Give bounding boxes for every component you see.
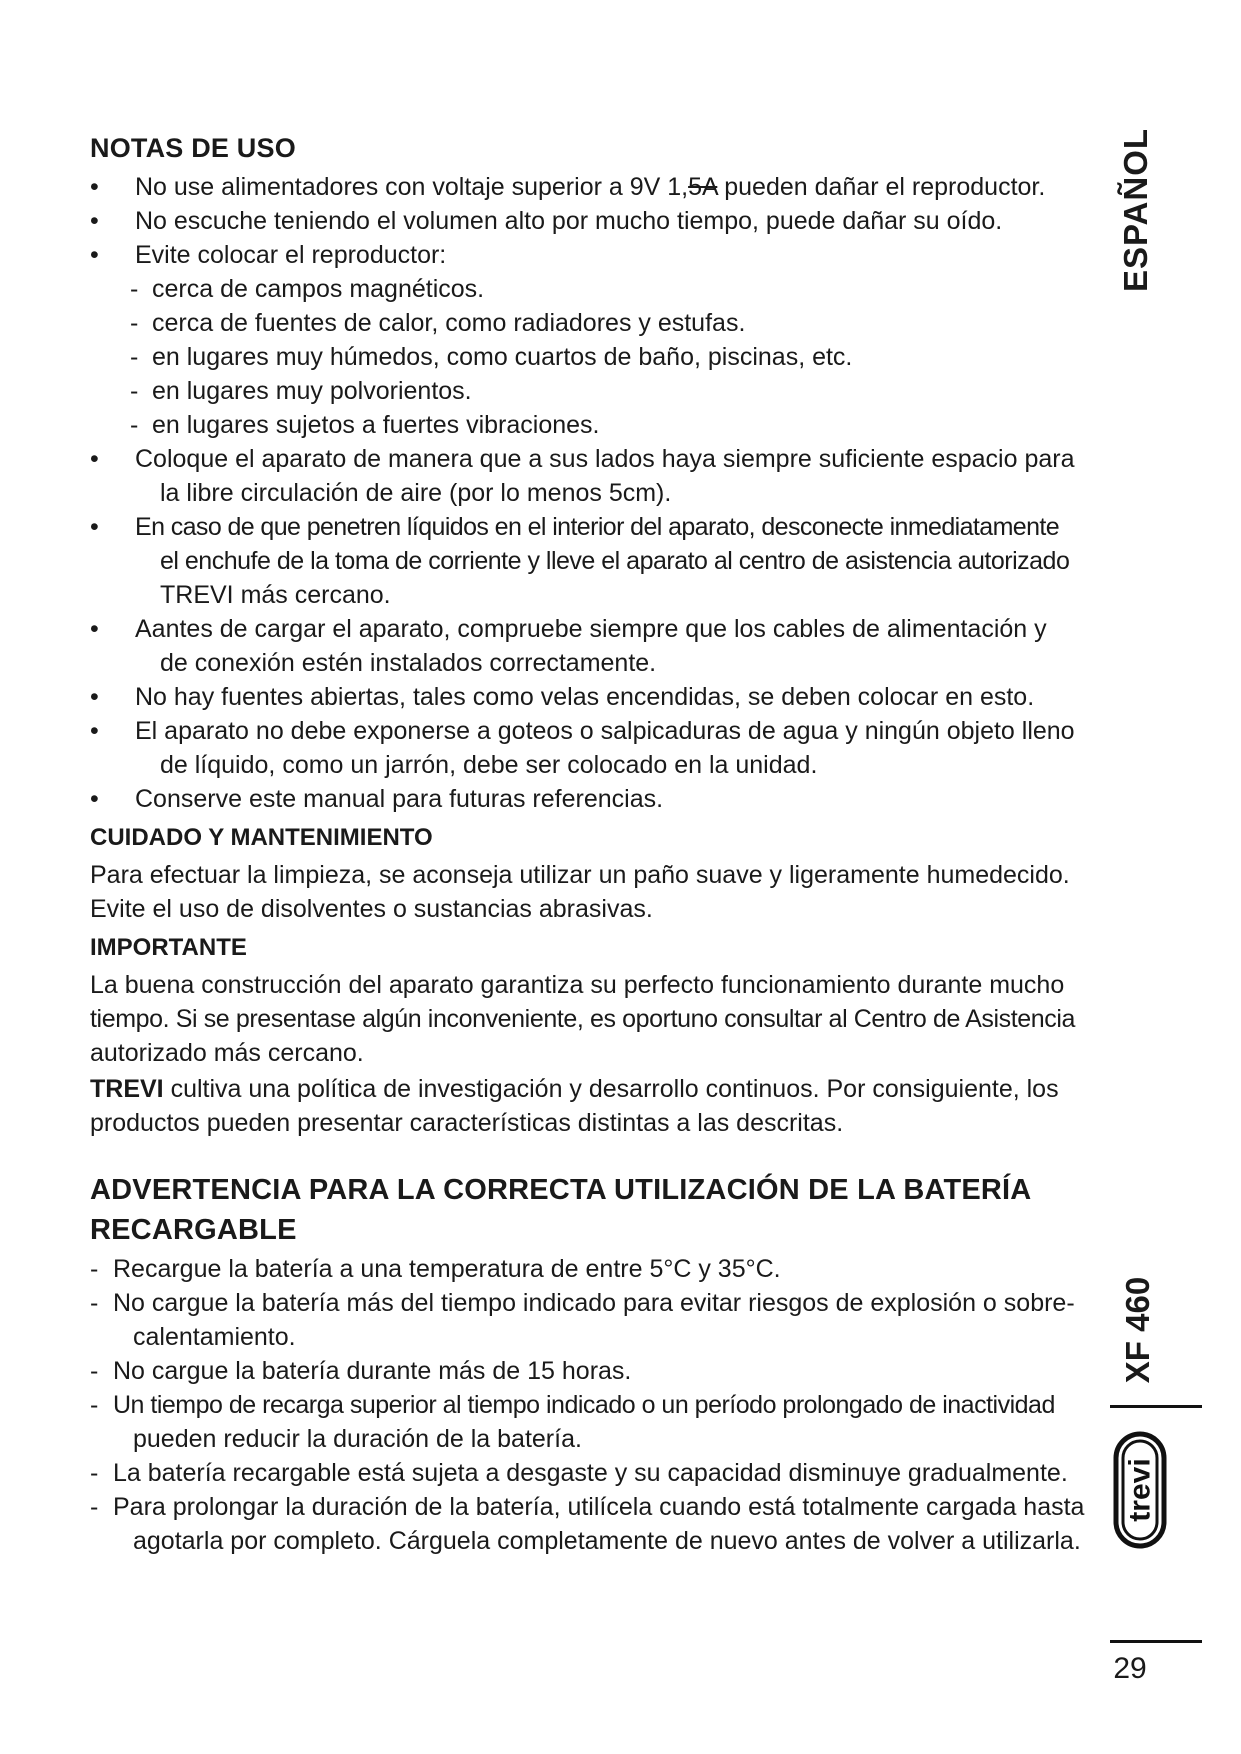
bullet-text: Evite colocar el reproductor:	[135, 241, 447, 269]
list-item: - La batería recargable está sujeta a desgaste y su capacidad disminuye gradualmente.	[90, 1459, 1068, 1487]
bullet-text: En caso de que penetren líquidos en el interior del aparato, desconecte inmediatamente	[135, 513, 1060, 541]
list-item: - Para prolongar la duración de la batería, utilícela cuando está totalmente cargada hasta agotarla por completo. Cárguela completamente de nuevo antes de volver a utilizarla.	[90, 1490, 1115, 1558]
bullet-text: Coloque el aparato de manera que a sus lados haya siempre suficiente espacio para	[135, 445, 1075, 473]
item-text: No cargue la batería más del tiempo indicado para evitar riesgos de explosión o sobre-	[113, 1289, 1075, 1317]
paragraph-line: Evite el uso de disolventes o sustancias abrasivas.	[90, 895, 653, 923]
notas-sublist	[90, 272, 1115, 442]
divider	[1110, 1640, 1202, 1643]
page-content	[90, 130, 1120, 1558]
model-label: XF 460	[1119, 1276, 1156, 1384]
paragraph-line: La buena construcción del aparato garantiza su perfecto funcionamiento durante mucho	[90, 971, 1065, 999]
paragraph-line: Para efectuar la limpieza, se aconseja utilizar un paño suave y ligeramente humedecido.	[90, 861, 1070, 889]
list-item: • Aantes de cargar el aparato, compruebe siempre que los cables de alimentación y de conexión estén instalados correctamente.	[90, 612, 1115, 680]
bullet-text: No use alimentadores con voltaje superior a 9V 1,	[135, 173, 689, 201]
title-line: ADVERTENCIA PARA LA CORRECTA UTILIZACIÓN DE LA BATERÍA	[90, 1174, 1032, 1206]
cuidado-title: CUIDADO Y MANTENIMIENTO	[90, 824, 433, 851]
model-tab	[1108, 1255, 1168, 1405]
list-item: - en lugares sujetos a fuertes vibraciones.	[130, 411, 600, 439]
language-tab	[1106, 127, 1166, 293]
paragraph-line: cultiva una política de investigación y desarrollo continuos. Por consiguiente, los	[163, 1075, 1059, 1103]
list-item: - cerca de campos magnéticos.	[130, 275, 485, 303]
bullet-text: el enchufe de la toma de corriente y lleve el aparato al centro de asistencia autorizado	[160, 547, 1070, 575]
item-text: agotarla por completo. Cárguela completamente de nuevo antes de volver a utilizarla.	[133, 1527, 1081, 1555]
list-item: - Un tiempo de recarga superior al tiempo indicado o un período prolongado de inactividad pueden reducir la duración de la batería.	[90, 1388, 1115, 1456]
item-text: Para prolongar la duración de la batería, utilícela cuando está totalmente cargada hasta	[113, 1493, 1085, 1521]
page-number: 29	[1113, 1652, 1147, 1685]
list-item: - Recargue la batería a una temperatura de entre 5°C y 35°C.	[90, 1255, 781, 1283]
notas-list	[90, 170, 1115, 272]
sub-text: cerca de campos magnéticos.	[152, 275, 485, 303]
struck-text: 5A	[688, 173, 718, 201]
item-text: No cargue la batería durante más de 15 horas.	[113, 1357, 632, 1385]
bateria-list	[90, 1252, 1115, 1558]
bullet-text: No hay fuentes abiertas, tales como velas encendidas, se deben colocar en esto.	[135, 683, 1035, 711]
list-item: • Evite colocar el reproductor:	[90, 241, 447, 269]
item-text: calentamiento.	[133, 1323, 296, 1351]
cuidado-text	[90, 858, 1115, 926]
sub-text: cerca de fuentes de calor, como radiadores y estufas.	[152, 309, 746, 337]
paragraph-line: tiempo. Si se presentase algún inconveniente, es oportuno consultar al Centro de Asistencia	[90, 1005, 1076, 1033]
paragraph-line: productos pueden presentar características distintas a las descritas.	[90, 1109, 844, 1137]
bullet-text: TREVI más cercano.	[160, 581, 391, 609]
list-item: • En caso de que penetren líquidos en el interior del aparato, desconecte inmediatamente el enchufe de la toma de corriente y lleve el aparato al centro de asistencia autorizado TREVI más cercano.	[90, 510, 1115, 612]
sub-text: en lugares muy polvorientos.	[152, 377, 472, 405]
trevi-logo	[1110, 1430, 1170, 1550]
language-label: ESPAÑOL	[1117, 127, 1154, 293]
importante-title: IMPORTANTE	[90, 934, 247, 961]
bullet-text: de conexión estén instalados correctamente.	[160, 649, 657, 677]
list-item: - cerca de fuentes de calor, como radiadores y estufas.	[130, 309, 746, 337]
list-item: • Conserve este manual para futuras referencias.	[90, 785, 664, 813]
list-item: • No hay fuentes abiertas, tales como velas encendidas, se deben colocar en esto.	[90, 683, 1035, 711]
list-item: • El aparato no debe exponerse a goteos o salpicaduras de agua y ningún objeto lleno de líquido, como un jarrón, debe ser colocado en la unidad.	[90, 714, 1115, 782]
bullet-text: El aparato no debe exponerse a goteos o salpicaduras de agua y ningún objeto lleno	[135, 717, 1075, 745]
item-text: pueden reducir la duración de la batería.	[133, 1425, 582, 1453]
notas-list-2	[90, 442, 1115, 816]
item-text: La batería recargable está sujeta a desgaste y su capacidad disminuye gradualmente.	[113, 1459, 1068, 1487]
bullet-text: la libre circulación de aire (por lo menos 5cm).	[160, 479, 672, 507]
bullet-text: Conserve este manual para futuras referencias.	[135, 785, 664, 813]
list-item: - en lugares muy húmedos, como cuartos de baño, piscinas, etc.	[130, 343, 853, 371]
divider	[1110, 1405, 1202, 1408]
bateria-title	[90, 1170, 1115, 1250]
logo-text: trevi	[1123, 1458, 1157, 1522]
list-item: - No cargue la batería más del tiempo indicado para evitar riesgos de explosión o sobre- calentamiento.	[90, 1286, 1115, 1354]
title-line: RECARGABLE	[90, 1214, 297, 1246]
importante-text	[90, 968, 1115, 1070]
bullet-text: de líquido, como un jarrón, debe ser colocado en la unidad.	[160, 751, 818, 779]
bullet-text: No escuche teniendo el volumen alto por mucho tiempo, puede dañar su oído.	[135, 207, 1003, 235]
paragraph-line: autorizado más cercano.	[90, 1039, 364, 1067]
list-item: - No cargue la batería durante más de 15 horas.	[90, 1357, 632, 1385]
item-text: Recargue la batería a una temperatura de entre 5°C y 35°C.	[113, 1255, 781, 1283]
bullet-text: pueden dañar el reproductor.	[717, 173, 1046, 201]
list-item: - en lugares muy polvorientos.	[130, 377, 472, 405]
bullet-text: Aantes de cargar el aparato, compruebe siempre que los cables de alimentación y	[135, 615, 1047, 643]
list-item: • No use alimentadores con voltaje superior a 9V 1,5A pueden dañar el reproductor.	[90, 173, 1046, 201]
item-text: Un tiempo de recarga superior al tiempo indicado o un período prolongado de inactividad	[113, 1391, 1055, 1419]
brand-name: TREVI	[90, 1075, 164, 1103]
sub-text: en lugares muy húmedos, como cuartos de baño, piscinas, etc.	[152, 343, 853, 371]
sub-text: en lugares sujetos a fuertes vibraciones.	[152, 411, 600, 439]
list-item: • No escuche teniendo el volumen alto por mucho tiempo, puede dañar su oído.	[90, 207, 1003, 235]
trevi-text	[90, 1072, 1115, 1140]
trevi-logo-icon	[1110, 1430, 1170, 1550]
list-item: • Coloque el aparato de manera que a sus lados haya siempre suficiente espacio para la libre circulación de aire (por lo menos 5cm).	[90, 442, 1115, 510]
notas-title: NOTAS DE USO	[90, 133, 296, 163]
